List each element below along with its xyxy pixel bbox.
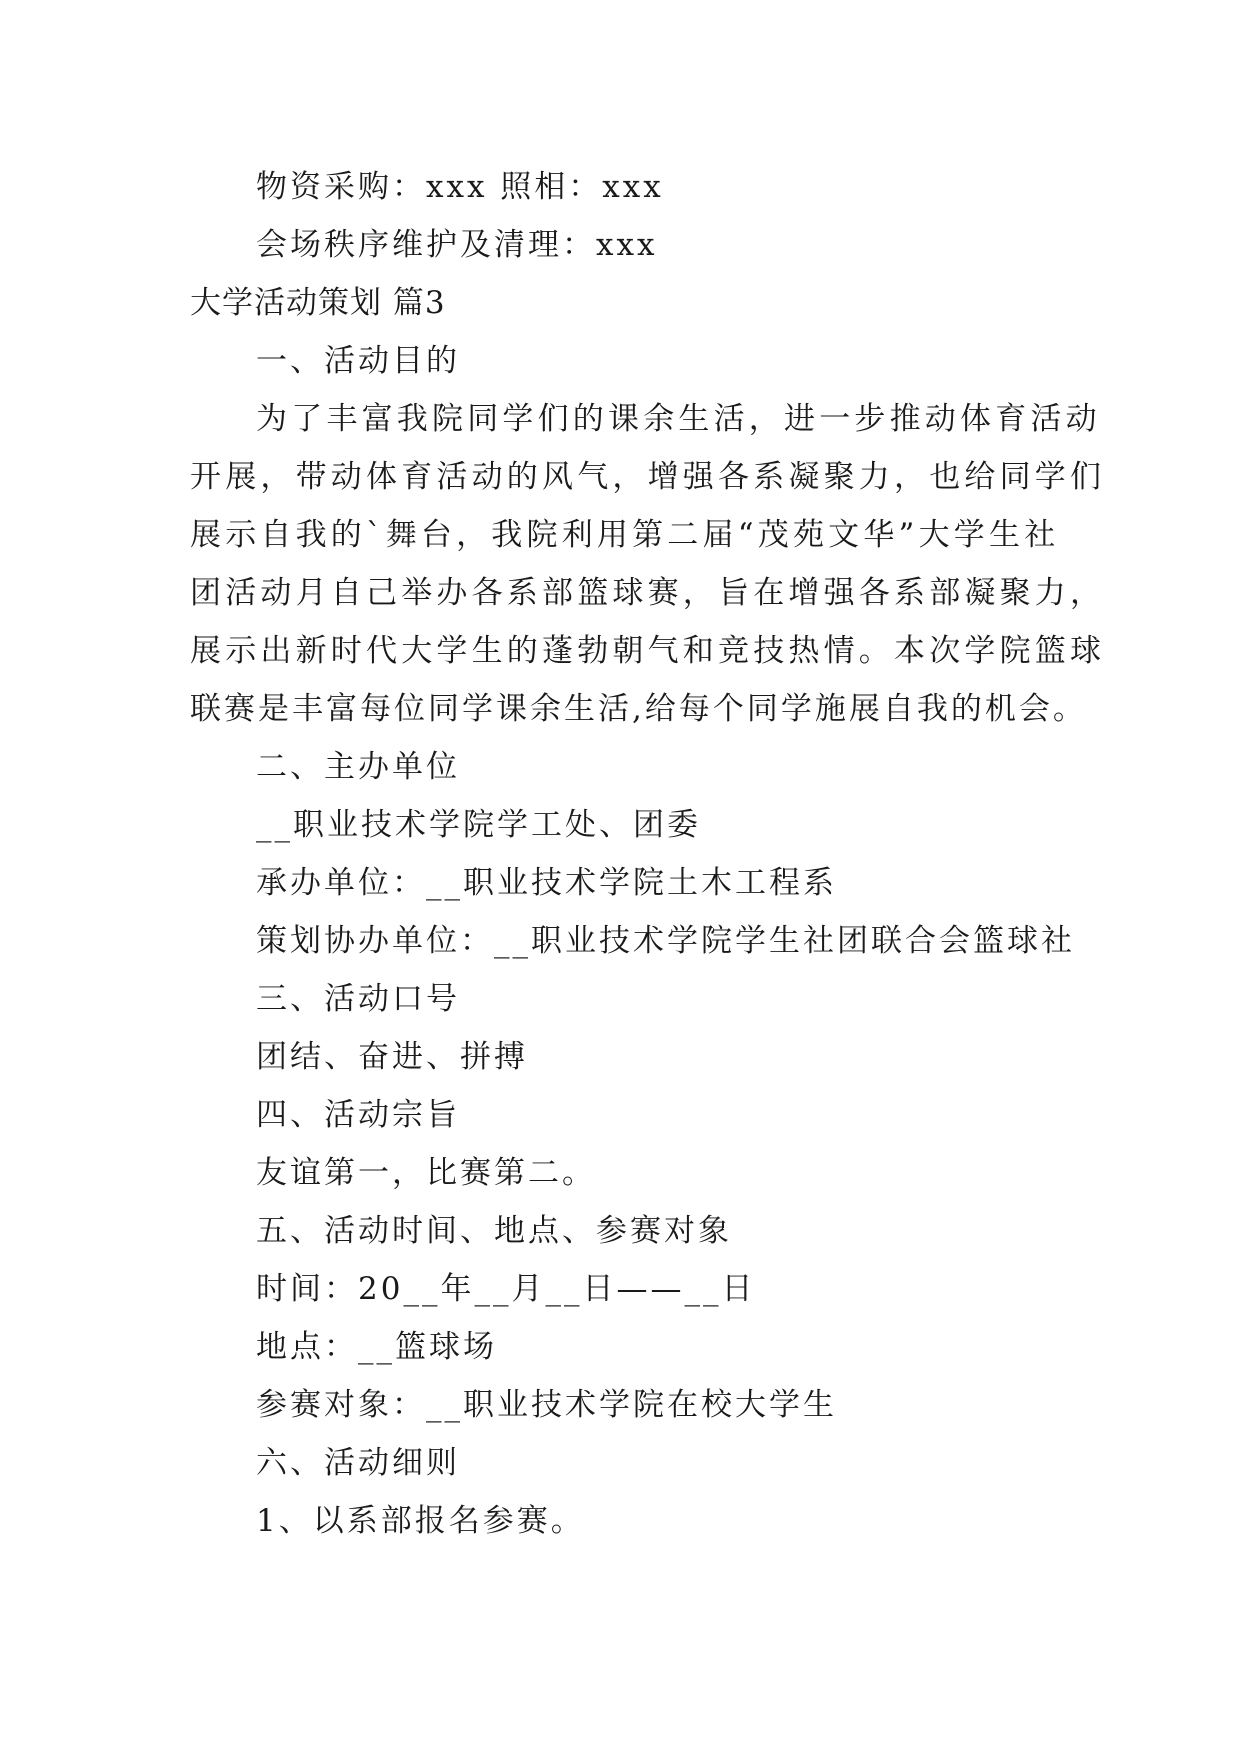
paragraph-line: 为了丰富我院同学们的课余生活，进一步推动体育活动	[256, 401, 1101, 437]
paragraph-line: 开展，带动体育活动的风气，增强各系凝聚力，也给同学们	[190, 459, 1106, 495]
text-line-co-organizer: 策划协办单位：__职业技术学院学生社团联合会篮球社	[256, 923, 1075, 959]
section-title: 大学活动策划 篇3	[190, 285, 446, 321]
text-line-tenet: 友谊第一，比赛第二。	[256, 1155, 596, 1191]
text-line-time: 时间：20__年__月__日——__日	[256, 1271, 756, 1307]
heading-organizer: 二、主办单位	[256, 749, 460, 785]
text-line-venue-order: 会场秩序维护及清理：xxx	[256, 227, 658, 263]
paragraph-line: 展示出新时代大学生的蓬勃朝气和竞技热情。本次学院篮球	[190, 633, 1106, 669]
heading-slogan: 三、活动口号	[256, 981, 460, 1017]
text-line-participants: 参赛对象：__职业技术学院在校大学生	[256, 1387, 837, 1423]
text-line-organizer: __职业技术学院学工处、团委	[256, 807, 701, 843]
text-line-place: 地点：__篮球场	[256, 1329, 497, 1365]
paragraph-line: 展示自我的`舞台，我院利用第二届“茂苑文华”大学生社	[190, 517, 1060, 553]
heading-purpose: 一、活动目的	[256, 343, 460, 379]
text-line-rule-1: 1、以系部报名参赛。	[256, 1503, 585, 1539]
paragraph-line: 联赛是丰富每位同学课余生活,给每个同学施展自我的机会。	[190, 691, 1087, 727]
text-line-supplies-photo: 物资采购：xxx 照相：xxx	[256, 169, 664, 205]
text-line-slogan: 团结、奋进、拼搏	[256, 1039, 528, 1075]
heading-tenet: 四、活动宗旨	[256, 1097, 460, 1133]
paragraph-line: 团活动月自己举办各系部篮球赛，旨在增强各系部凝聚力，	[190, 575, 1106, 611]
heading-rules: 六、活动细则	[256, 1445, 460, 1481]
text-line-host: 承办单位：__职业技术学院土木工程系	[256, 865, 837, 901]
heading-time-place: 五、活动时间、地点、参赛对象	[256, 1213, 732, 1249]
